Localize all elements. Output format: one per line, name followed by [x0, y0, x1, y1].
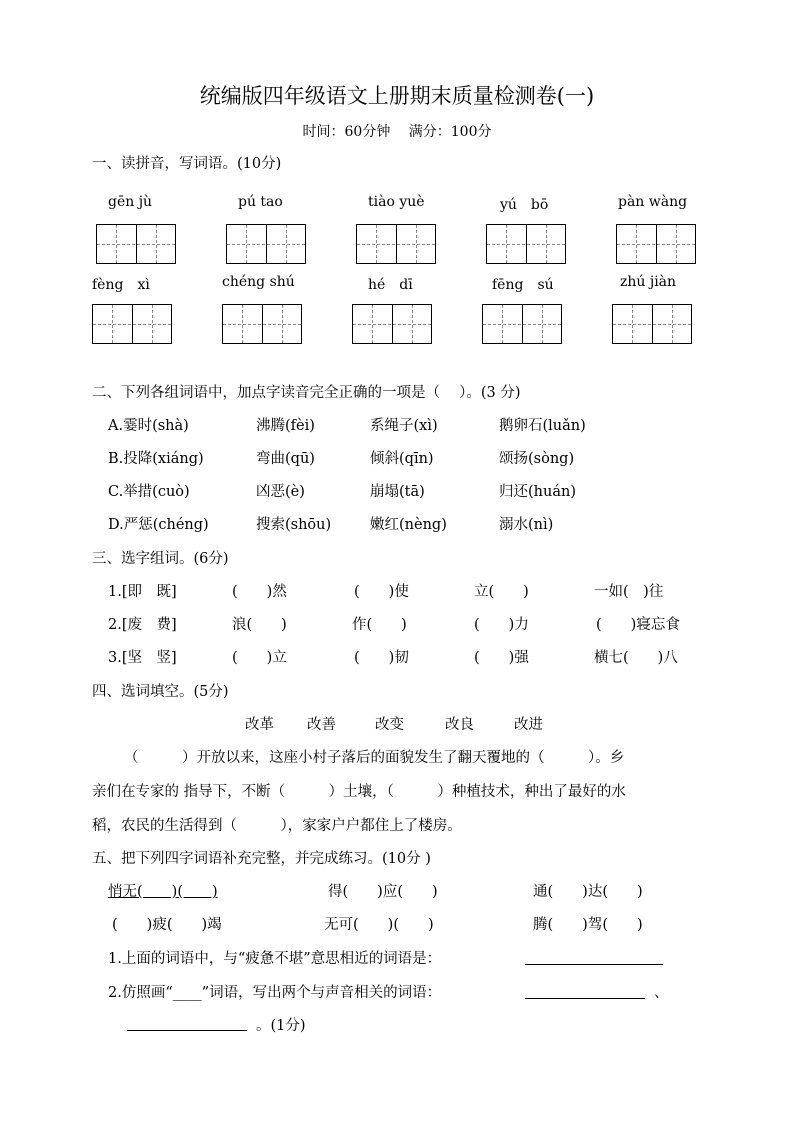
fill-item[interactable]: ( )使: [354, 584, 409, 600]
passage-line: 稻，农民的生活得到（ ），家家户户都住上了楼房。: [92, 818, 462, 834]
question-2: 2.仿照画“____”词语，写出两个与声音相关的词语：: [108, 985, 442, 1001]
pinyin-label: pàn wàng: [618, 194, 688, 210]
fill-item[interactable]: 横七( )八: [594, 650, 678, 666]
option-d-word: 嫩红(nèng): [370, 517, 447, 533]
section4-heading: 四、选词填空。(5分): [92, 684, 229, 700]
option-a-word: 沸腾(fèi): [256, 418, 315, 434]
writing-grid[interactable]: [612, 304, 692, 344]
word-bank-item: 改善: [307, 717, 336, 733]
pinyin-label: chéng shú: [222, 274, 295, 290]
option-b-word: 倾斜(qīn): [370, 451, 434, 467]
option-b-word: B.投降(xiáng): [108, 451, 204, 467]
fill-item[interactable]: ( )韧: [354, 650, 409, 666]
pinyin-label: hé dī: [368, 277, 413, 293]
writing-grid[interactable]: [486, 224, 566, 264]
char-choice: 2.[废 费]: [108, 617, 177, 633]
writing-grid[interactable]: [616, 224, 696, 264]
fill-item[interactable]: ( )立: [232, 650, 287, 666]
fill-item[interactable]: 立( ): [474, 584, 529, 600]
page-title: 统编版四年级语文上册期末质量检测卷(一): [199, 84, 595, 108]
word-bank-item: 改革: [245, 717, 274, 733]
idiom-item[interactable]: 无可( )( ): [324, 917, 434, 933]
option-c-word: C.举措(cuò): [108, 484, 190, 500]
pinyin-label: tiào yuè: [368, 194, 425, 210]
option-b-word: 弯曲(qū): [256, 451, 315, 467]
writing-grid[interactable]: [92, 304, 172, 344]
idiom-item[interactable]: ( )疲( )竭: [112, 917, 222, 933]
option-c-word: 归还(huán): [499, 484, 576, 500]
option-a-word: 系绳子(xì): [370, 418, 438, 434]
idiom-item[interactable]: 腾( )驾( ): [533, 917, 643, 933]
option-a-word: A.霎时(shà): [108, 418, 189, 434]
section5-heading: 五、把下列四字词语补充完整，并完成练习。(10分 ): [92, 851, 431, 867]
pinyin-label: zhú jiàn: [620, 274, 677, 290]
separator: 、: [654, 985, 669, 1001]
idiom-underlined[interactable]: 悄无( )( ): [108, 884, 218, 900]
section2-heading: 二、下列各组词语中，加点字读音完全正确的一项是（ ）。(3 分): [92, 385, 521, 401]
option-c-word: 崩塌(tā): [370, 484, 425, 500]
pinyin-label: pú tao: [238, 194, 283, 210]
writing-grid[interactable]: [482, 304, 562, 344]
word-bank-item: 改进: [514, 717, 543, 733]
passage-line: （ ）开放以来，这座小村子落后的面貌发生了翻天覆地的（ ）。乡: [124, 750, 625, 766]
option-d-word: D.严惩(chéng): [108, 517, 209, 533]
section1-heading: 一、读拼音，写词语。(10分): [92, 156, 282, 172]
fill-item[interactable]: 一如( )往: [594, 584, 664, 600]
fill-item[interactable]: ( )寝忘食: [596, 617, 680, 633]
writing-grid[interactable]: [222, 304, 302, 344]
answer-blank[interactable]: [525, 998, 645, 999]
writing-grid[interactable]: [352, 304, 432, 344]
fill-item[interactable]: ( )强: [474, 650, 529, 666]
fill-item[interactable]: ( )力: [474, 617, 529, 633]
fill-item[interactable]: ( )然: [232, 584, 287, 600]
passage-line: 亲们在专家的 指导下，不断（ ）土壤，（ ）种植技术，种出了最好的水: [92, 784, 626, 800]
pinyin-label: fèng xì: [92, 277, 150, 293]
idiom-item[interactable]: 得( )应( ): [328, 884, 438, 900]
writing-grid[interactable]: [356, 224, 436, 264]
section3-heading: 三、选字组词。(6分): [92, 551, 229, 567]
exam-info: 时间：60分钟 满分：100分: [302, 124, 492, 140]
pinyin-label: fēng sú: [492, 277, 554, 293]
char-choice: 1.[即 既]: [108, 584, 177, 600]
option-c-word: 凶恶(è): [256, 484, 305, 500]
answer-blank[interactable]: [127, 1030, 247, 1031]
option-a-word: 鹅卵石(luǎn): [499, 418, 586, 434]
option-d-word: 溺水(nì): [499, 517, 554, 533]
option-d-word: 搜索(shōu): [256, 517, 332, 533]
pinyin-label: yú bō: [500, 197, 549, 213]
fill-item[interactable]: 作( ): [352, 617, 407, 633]
fill-item[interactable]: 浪( ): [232, 617, 287, 633]
writing-grid[interactable]: [96, 224, 176, 264]
question-2-end: 。(1分): [256, 1018, 306, 1034]
pinyin-label: gēn jù: [108, 194, 153, 210]
question-1: 1.上面的词语中，与“疲惫不堪”意思相近的词语是：: [108, 951, 442, 967]
answer-blank[interactable]: [525, 964, 663, 965]
word-bank-item: 改变: [375, 717, 404, 733]
idiom-item[interactable]: 通( )达( ): [533, 884, 643, 900]
word-bank-item: 改良: [445, 717, 474, 733]
char-choice: 3.[坚 竖]: [108, 650, 177, 666]
option-b-word: 颂扬(sòng): [499, 451, 575, 467]
writing-grid[interactable]: [226, 224, 306, 264]
